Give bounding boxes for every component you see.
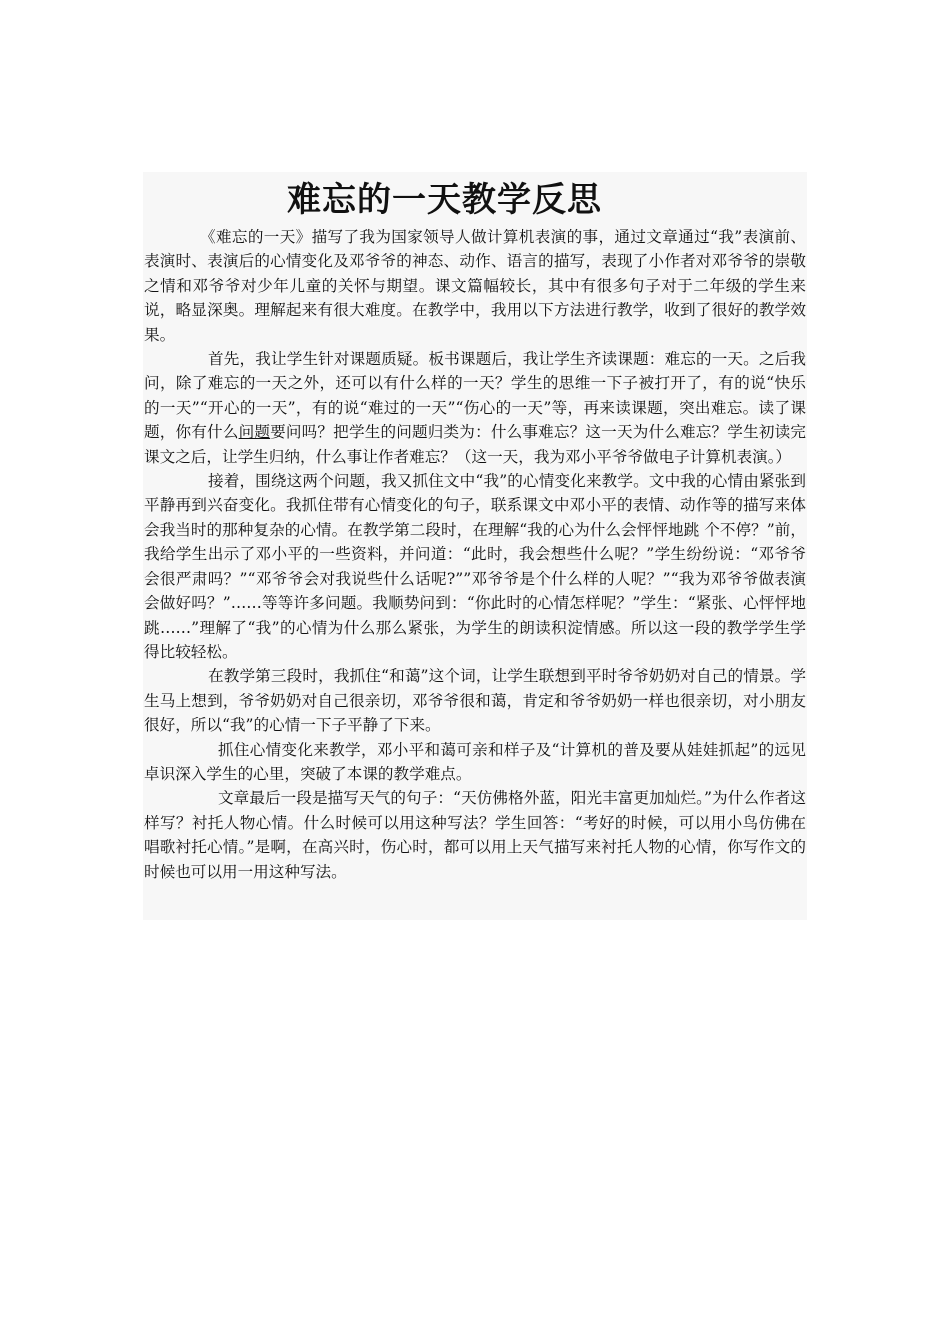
paragraph-first-method-part-2: 要问吗？把学生的问题归类为：什么事难忘？这一天为什么难忘？学生初读完课文之后，让学生归纳，什么事让作者难忘？（这一天，我为邓小平爷爷做电子计算机表演。） xyxy=(144,423,806,466)
paragraph-first-method xyxy=(144,347,806,469)
paragraph-intro: 《难忘的一天》描写了我为国家领导人做计算机表演的事，通过文章通过“我”表演前、表演时、表演后的心情变化及邓爷爷的神态、动作、语言的描写，表现了小作者对邓爷爷的崇敬之情和邓爷爷对少年儿童的关怀与期望。课文篇幅较长，其中有很多句子对于二年级的学生来说，略显深奥。理解起来有很大难度。在教学中，我用以下方法进行教学，收到了很好的教学效果。 xyxy=(144,228,806,344)
paragraph-summary: 抓住心情变化来教学，邓小平和蔼可亲和样子及“计算机的普及要从娃娃抓起”的远见卓识深入学生的心里，突破了本课的教学难点。 xyxy=(144,740,806,783)
underlined-word-question: 问题 xyxy=(238,423,271,442)
paragraph-mood-change: 接着，围绕这两个问题，我又抓住文中“我”的心情变化来教学。文中我的心情由紧张到平静再到兴奋变化。我抓住带有心情变化的句子，联系课文中邓小平的表情、动作等的描写来体会我当时的那种复杂的心情。在教学第二段时，在理解“我的心为什么会怦怦地跳 个不停？”前，我给学生出示了邓小平的一些资料，并问道：“此时，我会想些什么呢？”学生纷纷说：“邓爷爷会很严肃吗？”“邓爷爷会对我说些什么话呢?””邓爷爷是个什么样的人呢？”“我为邓爷爷做表演会做好吗？”……等等许多问题。我顺势问到：“你此时的心情怎样呢？”学生：“紧张、心怦怦地跳……”理解了“我”的心情为什么那么紧张，为学生的朗读积淀情感。所以这一段的教学学生学得比较轻松。 xyxy=(144,472,806,661)
paragraph-third-section: 在教学第三段时，我抓住“和蔼”这个词，让学生联想到平时爷爷奶奶对自己的情景。学生马上想到，爷爷奶奶对自己很亲切，邓爷爷很和蔼，肯定和爷爷奶奶一样也很亲切，对小朋友很好，所以“我”的心情一下子平静了下来。 xyxy=(144,667,806,735)
paragraph-first-method-part-1: 首先，我让学生针对课题质疑。板书课题后，我让学生齐读课题：难忘的一天。之后我问，除了难忘的一天之外，还可以有什么样的一天？学生的思维一下子被打开了，有的说“快乐的一天”“开心的一天”，有的说“难过的一天”“伤心的一天”等，再来读课题，突出难忘。读了课题，你有什么 xyxy=(144,350,806,442)
page-title: 难忘的一天教学反思 xyxy=(287,180,602,220)
paragraph-weather: 文章最后一段是描写天气的句子：“天仿佛格外蓝，阳光丰富更加灿烂。”为什么作者这样写？衬托人物心情。什么时候可以用这种写法？学生回答：“考好的时候，可以用小鸟仿佛在唱歌衬托心情。”是啊，在高兴时，伤心时，都可以用上天气描写来衬托人物的心情，你写作文的时候也可以用一用这种写法。 xyxy=(144,789,806,881)
document-body xyxy=(143,172,807,920)
